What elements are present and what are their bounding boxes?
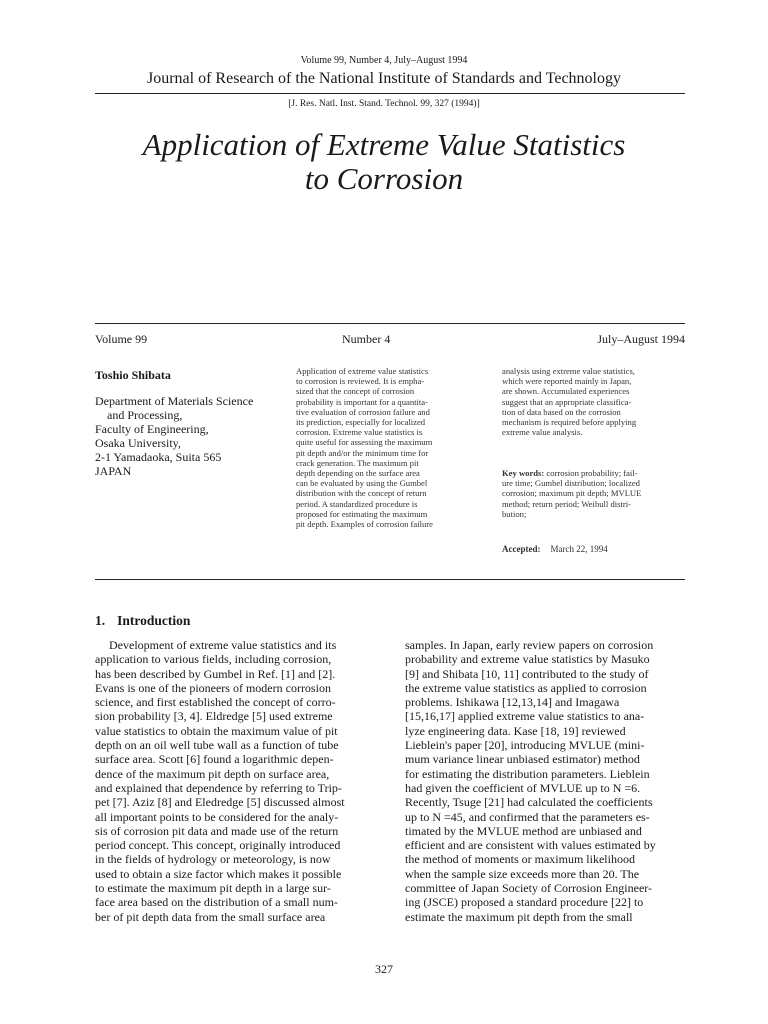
keywords-line: corrosion; maximum pit depth; MVLUE (502, 488, 642, 499)
abstract-line: tive evaluation of corrosion failure and (296, 406, 430, 417)
abstract-line: pit depth and/or the minimum time for (296, 447, 429, 458)
abstract-line: are shown. Accumulated experiences (502, 386, 630, 397)
body-line: efficient and are consistent with values estimated by (405, 838, 656, 853)
body-line: and explained that dependence by referring to Trip- (95, 780, 342, 795)
meta-top-rule (95, 323, 685, 324)
abstract-column-2 (502, 366, 682, 437)
abstract-line: depth depending on the surface area (296, 468, 420, 479)
body-line: [15,16,17] applied extreme value statistics to ana- (405, 709, 645, 724)
paper-title-line-2: to Corrosion (304, 161, 464, 196)
body-line: had given the coefficient of MVLUE up to N =6. (405, 780, 641, 795)
body-line: problems. Ishikawa [12,13,14] and Imagawa (405, 695, 620, 710)
meta-number: Number 4 (342, 332, 391, 346)
body-line: face area based on the distribution of a small num- (95, 895, 338, 910)
body-column-right (405, 638, 685, 924)
body-line: probability and extreme value statistics by Masuko (405, 652, 650, 667)
body-line: has been described by Gumbel in Ref. [1] and [2]. (95, 666, 336, 681)
abstract-bottom-rule (95, 579, 685, 580)
abstract-line: its prediction, especially for localized (296, 417, 426, 428)
body-line: Development of extreme value statistics and its (109, 638, 337, 652)
accepted-line (502, 544, 608, 554)
abstract-line: analysis using extreme value statistics, (502, 366, 635, 376)
accepted-date: March 22, 1994 (550, 544, 608, 554)
body-line: Recently, Tsuge [21] had calculated the coefficients (405, 795, 653, 810)
abstract-line: Application of extreme value statistics (296, 366, 429, 376)
affiliation-line: Osaka University, (95, 436, 181, 450)
body-line: to estimate the maximum pit depth in a large sur- (95, 881, 331, 896)
body-line: for estimating the distribution parameters. Lieblein (405, 766, 650, 781)
body-line: estimate the maximum pit depth from the small (405, 909, 633, 924)
body-line: the extreme value statistics as applied to corrosion (405, 680, 647, 695)
body-line: when the sample size exceeds more than 20. The (405, 866, 640, 881)
keywords-line: ure time; Gumbel distribution; localized (502, 478, 640, 489)
abstract-line: probability is important for a quantita- (296, 396, 428, 407)
abstract-line: extreme value analysis. (502, 427, 583, 438)
abstract-line: period. A standardized procedure is (296, 498, 418, 509)
journal-title: Journal of Research of the National Institute of Standards and Technology (146, 70, 621, 87)
affiliation-line: JAPAN (95, 464, 132, 478)
body-line: ber of pit depth data from the small surface area (95, 909, 326, 924)
body-line: application to various fields, including corrosion, (95, 652, 332, 667)
body-line: ing (JSCE) proposed a standard procedure [22] to (405, 895, 644, 910)
body-line: pet [7]. Aziz [8] and Eledredge [5] discussed almost (95, 795, 345, 810)
author-block (95, 368, 295, 478)
body-line: period concept. This concept, originally introduced (95, 838, 341, 853)
body-line: sion probability [3, 4]. Eldredge [5] used extreme (95, 709, 333, 724)
body-line: used to obtain a size factor which makes it possible (95, 866, 342, 881)
citation: [J. Res. Natl. Inst. Stand. Technol. 99, 327 (1994)] (288, 99, 480, 109)
body-line: surface area. Scott [6] found a logarithmic depen- (95, 752, 334, 767)
abstract-line: sized that the concept of corrosion (296, 386, 415, 397)
keywords-label: Key words: (502, 468, 545, 478)
body-line: dence of the maximum pit depth on surface area, (95, 766, 330, 781)
meta-date: July–August 1994 (597, 332, 685, 346)
author-name: Toshio Shibata (95, 368, 171, 382)
body-line: value statistics to obtain the maximum value of pit (95, 723, 338, 738)
body-line: science, and first established the concept of corro- (95, 695, 336, 710)
paper-title-line-1: Application of Extreme Value Statistics (142, 127, 626, 162)
abstract-column-1 (296, 366, 486, 529)
keywords-line: method; return period; Weibull distri- (502, 498, 631, 509)
body-line: Evans is one of the pioneers of modern corrosion (95, 680, 331, 695)
abstract-line: to corrosion is reviewed. It is empha- (296, 376, 425, 387)
body-line: in the fields of hydrology or meteorology, is now (95, 852, 331, 867)
abstract-line: proposed for estimating the maximum (296, 508, 428, 519)
abstract-line: can be evaluated by using the Gumbel (296, 478, 428, 489)
paper-title (0, 128, 768, 196)
keywords-line (502, 468, 682, 478)
volume-issue-line: Volume 99, Number 4, July–August 1994 (300, 55, 468, 66)
body-column-left (95, 638, 375, 924)
abstract-line: distribution with the concept of return (296, 488, 427, 499)
keywords-text: corrosion probability; fail- (546, 468, 638, 478)
abstract-line: corrosion. Extreme value statistics is (296, 427, 423, 438)
abstract-line: suggest that an appropriate classifica- (502, 396, 632, 407)
body-line: Lieblein's paper [20], introducing MVLUE (mini- (405, 738, 645, 753)
header-rule (95, 93, 685, 94)
body-line: mum variance linear unbiased estimator) method (405, 752, 640, 767)
meta-volume: Volume 99 (95, 332, 148, 346)
abstract-line: mechanism is required before applying (502, 417, 637, 428)
body-line: the method of moments or maximum likelihood (405, 852, 635, 867)
section-number: 1. (95, 613, 106, 628)
body-line: samples. In Japan, early review papers on corrosion (405, 638, 654, 652)
keywords-block (502, 468, 682, 519)
body-line: [9] and Shibata [10, 11] contributed to the study of (405, 666, 649, 681)
body-line: sis of corrosion pit data and made use of the return (95, 823, 339, 838)
abstract-line: which were reported mainly in Japan, (502, 376, 632, 387)
affiliation-line: and Processing, (107, 408, 183, 422)
body-line: committee of Japan Society of Corrosion Engineer- (405, 881, 653, 896)
abstract-line: quite useful for assessing the maximum (296, 437, 433, 448)
affiliation-line: Department of Materials Science (95, 394, 254, 408)
affiliation-line: Faculty of Engineering, (95, 422, 209, 436)
body-line: up to N =45, and confirmed that the parameters es- (405, 809, 650, 824)
body-line: all important points to be considered for the analy- (95, 809, 339, 824)
abstract-line: crack generation. The maximum pit (296, 457, 419, 468)
body-line: depth on an oil well tube wall as a function of tube (95, 738, 339, 753)
page-number: 327 (375, 962, 393, 976)
abstract-line: pit depth. Examples of corrosion failure (296, 519, 433, 530)
section-heading (95, 613, 202, 629)
body-line: lyze engineering data. Kase [18, 19] reviewed (405, 723, 626, 738)
affiliation-line: 2-1 Yamadaoka, Suita 565 (95, 450, 222, 464)
accepted-label: Accepted: (502, 544, 541, 554)
abstract-line: tion of data based on the corrosion (502, 406, 621, 417)
body-line: timated by the MVLUE method are unbiased and (405, 823, 642, 838)
section-title: Introduction (117, 613, 191, 628)
keywords-line: bution; (502, 508, 527, 519)
